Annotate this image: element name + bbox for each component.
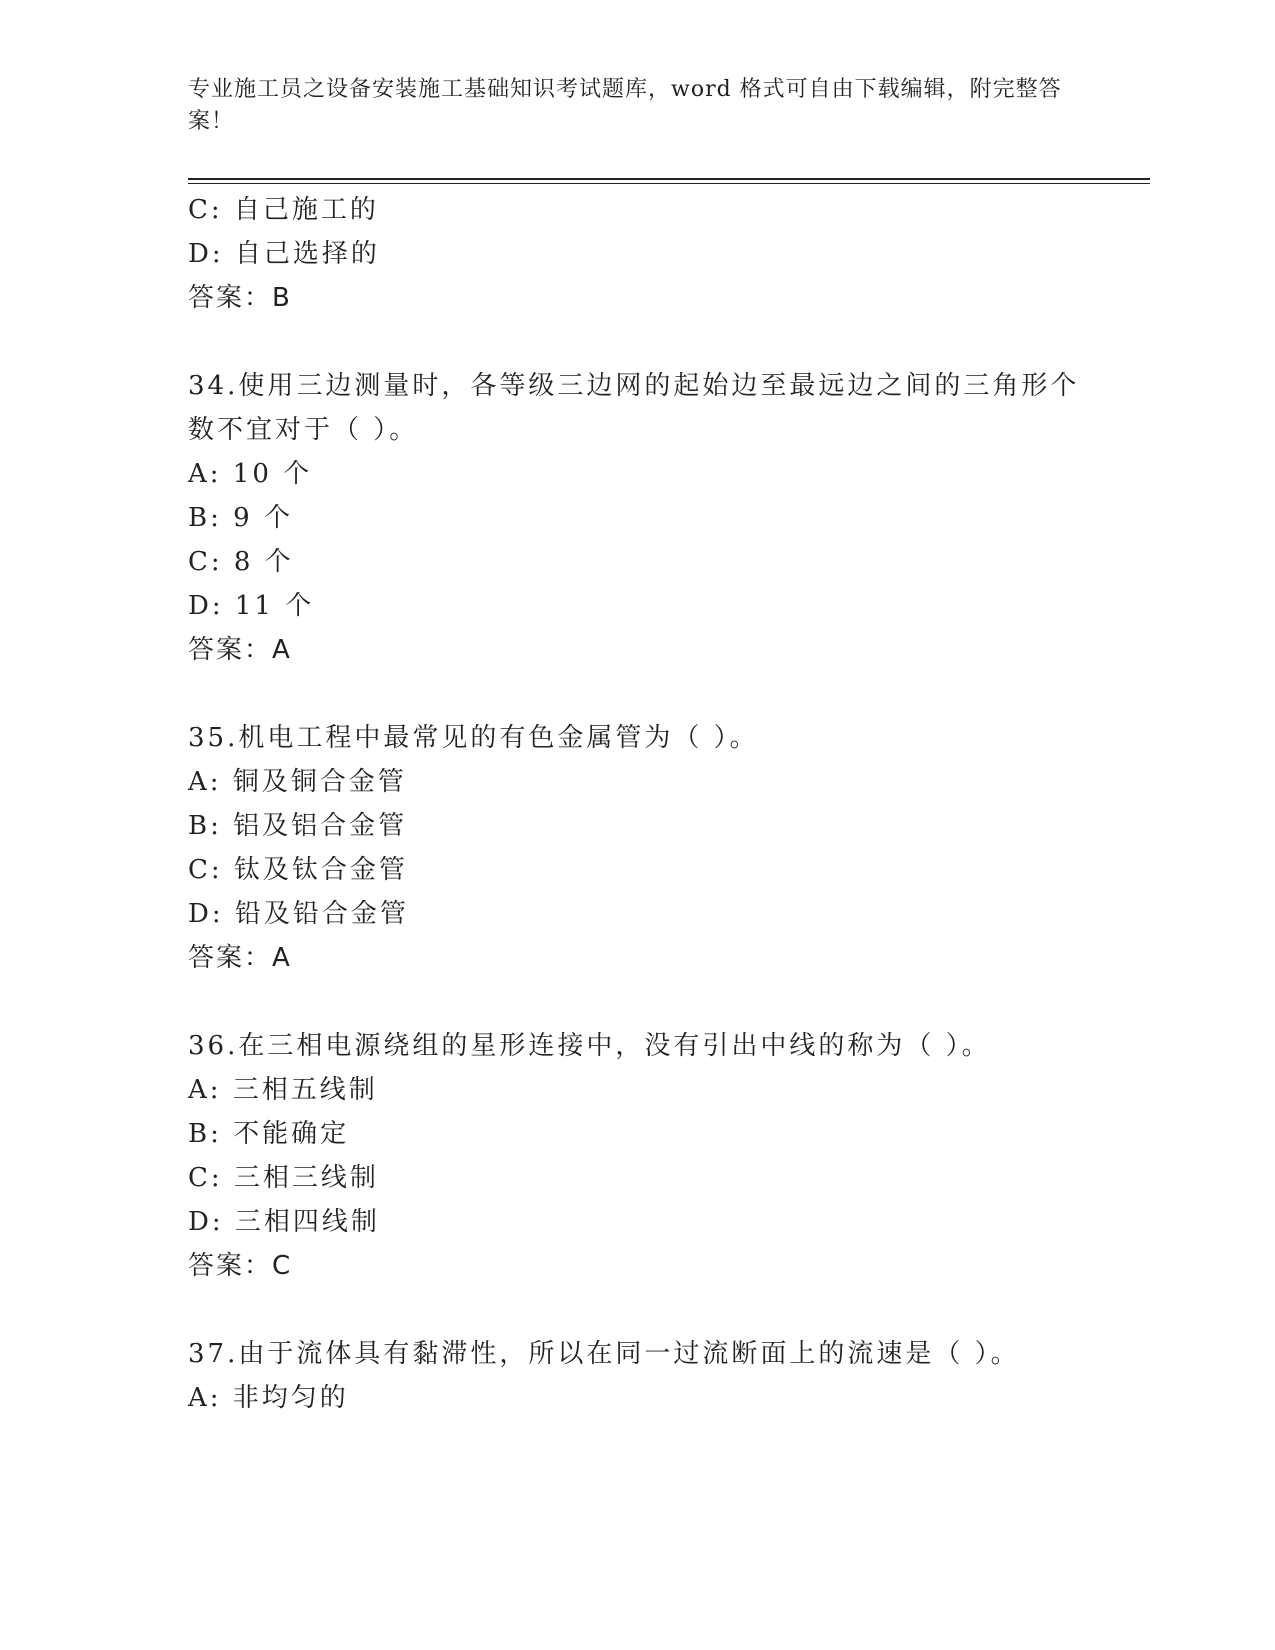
- option-c-q35: C: 钛及钛合金管: [188, 855, 408, 885]
- answer-q36: 答案：C: [188, 1251, 293, 1281]
- question-35: 35.机电工程中最常见的有色金属管为（ ）。: [188, 723, 759, 753]
- option-c-q36: C: 三相三线制: [188, 1163, 379, 1193]
- header-rule-thin: [188, 183, 1150, 184]
- option-d-q36: D: 三相四线制: [188, 1207, 380, 1237]
- question-37: 37.由于流体具有黏滞性，所以在同一过流断面上的流速是（ ）。: [188, 1339, 1020, 1369]
- option-a-q37: A: 非均匀的: [188, 1383, 349, 1413]
- option-b-q34: B: 9 个: [188, 503, 293, 533]
- option-d-q33: D: 自己选择的: [188, 239, 380, 269]
- answer-q33: 答案：B: [188, 283, 292, 313]
- header-rule-thick: [188, 178, 1150, 180]
- option-d-q34: D: 11 个: [188, 591, 315, 621]
- document-header: 专业施工员之设备安装施工基础知识考试题库，word 格式可自由下载编辑，附完整答案！: [188, 77, 1062, 134]
- option-a-q36: A: 三相五线制: [188, 1075, 378, 1105]
- option-c-q33: C: 自己施工的: [188, 195, 379, 225]
- option-a-q35: A: 铜及铜合金管: [188, 767, 407, 797]
- answer-q35: 答案：A: [188, 943, 292, 973]
- question-34-line2: 数不宜对于（ ）。: [188, 415, 419, 445]
- option-d-q35: D: 铅及铅合金管: [188, 899, 409, 929]
- question-34-line1: 34.使用三边测量时，各等级三边网的起始边至最远边之间的三角形个: [188, 371, 1080, 401]
- option-b-q35: B: 铝及铝合金管: [188, 811, 408, 841]
- answer-q34: 答案：A: [188, 635, 292, 665]
- option-a-q34: A: 10 个: [188, 459, 313, 489]
- question-36: 36.在三相电源绕组的星形连接中，没有引出中线的称为（ ）。: [188, 1031, 991, 1061]
- option-b-q36: B: 不能确定: [188, 1119, 350, 1149]
- option-c-q34: C: 8 个: [188, 547, 294, 577]
